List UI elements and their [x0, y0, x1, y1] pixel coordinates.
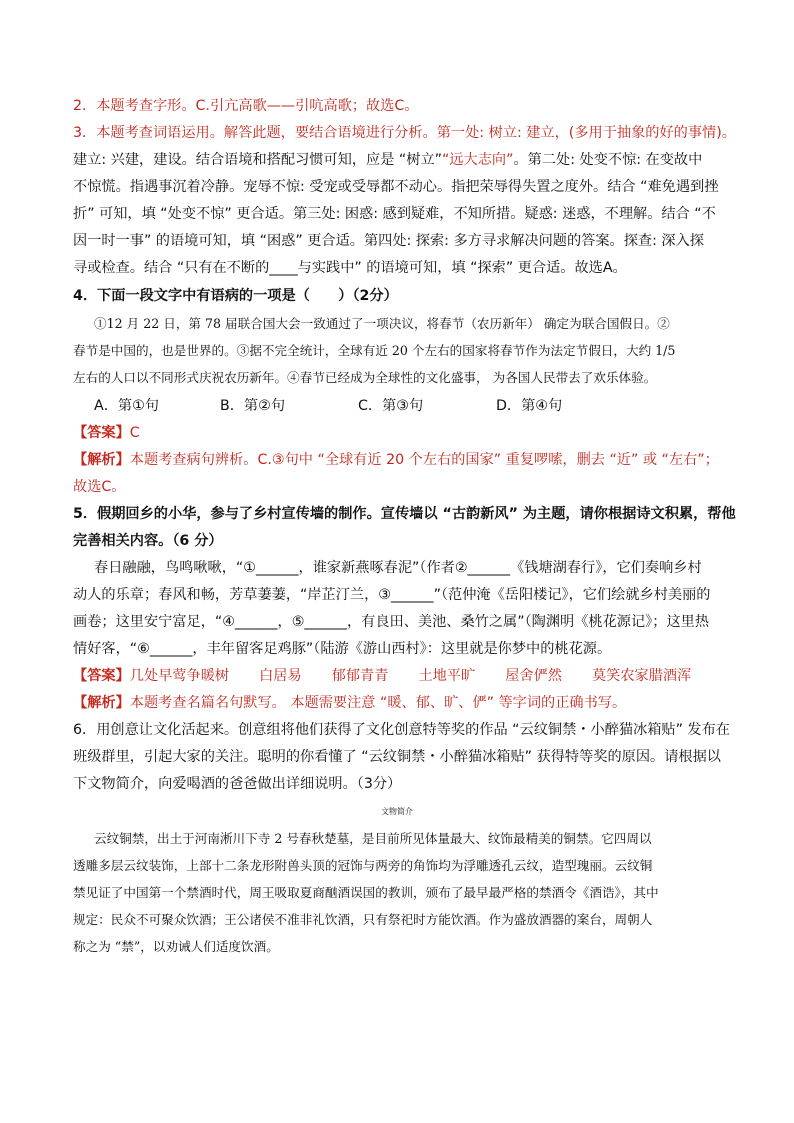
q5-stem-line-1: 5．假期回乡的小华，参与了乡村宣传墙的制作。宣传墙以 “古韵新风” 为主题，请你根据诗文积累，帮他 — [73, 506, 736, 522]
q5-analysis: 【解析】本题考查名篇名句默写。 本题需要注意 “暖、郁、旷、俨” 等字词的正确书写。 — [73, 695, 627, 711]
q6-box-line-5: 称之为 “禁”，以劝诫人们适度饮酒。 — [73, 939, 279, 954]
q5-answer-6: 莫笑农家腊酒浑 — [591, 668, 692, 684]
q5-answer-2: 白居易 — [259, 668, 302, 684]
q3-analysis-line-6: 寻或检查。结合 “只有在不断的____与实践中” 的语境可知，填 “探索” 更合适。故选A。 — [73, 260, 627, 276]
q5-passage-line-1: 春日融融，鸟鸣啾啾，“①______，谁家新燕啄春泥”（作者②______《钱塘湖春行》，它们奏响乡村 — [94, 560, 702, 576]
q4-option-c: C．第③句 — [358, 398, 424, 414]
q5-answer-1: 几处早莺争暖树 — [129, 668, 230, 684]
q6-stem-line-3: 下文物简介，向爱喝酒的爸爸做出详细说明。（3分） — [73, 776, 402, 792]
q6-box-line-1: 云纹铜禁，出土于河南淅川下寺 2 号春秋楚墓，是目前所见体量最大、纹饰最精美的铜禁。它四周以 — [94, 831, 652, 846]
q6-box-title: 文物简介 — [381, 807, 413, 816]
q3-analysis-line-5: 因一时一事” 的语境可知，填 “困惑” 更合适。第四处: 探索: 多方寻求解决问题的答案。探查: 深入探 — [73, 233, 704, 249]
q4-passage-line-2: 春节是中国的，也是世界的。③据不完全统计，全球有近 20 个左右的国家将春节作为法定节假日，大约 1/5 — [73, 343, 676, 358]
q5-answer: 【答案】几处早莺争暖树 白居易 郁郁青青 土地平旷 屋舍俨然 莫笑农家腊酒浑 — [73, 668, 692, 684]
q4-analysis-line-2: 故选C。 — [73, 479, 126, 495]
q4-option-d: D．第④句 — [496, 398, 563, 414]
q6-stem-line-1: 6．用创意让文化活起来。创意组将他们获得了文化创意特等奖的作品 “云纹铜禁・小醉猫冰箱贴” 发布在 — [73, 722, 730, 738]
q4-passage-line-1: ①12 月 22 日，第 78 届联合国大会一致通过了一项决议，将春节（农历新年） 确定为联合国假日。② — [94, 316, 670, 331]
q4-stem: 4．下面一段文字中有语病的一项是（ ）（2分） — [73, 288, 398, 304]
q3-analysis-line-1: 3．本题考查词语运用。解答此题，要结合语境进行分析。第一处: 树立: 建立，(多用于抽象的好的事情)。 — [73, 125, 736, 141]
q6-box-line-3: 禁见证了中国第一个禁酒时代，周王吸取夏商酗酒误国的教训，颁布了最早最严格的禁酒令《酒诰》，其中 — [73, 885, 659, 900]
q6-stem-line-2: 班级群里，引起大家的关注。聪明的你看懂了 “云纹铜禁・小醉猫冰箱贴” 获得特等奖的原因。请根据以 — [73, 749, 721, 765]
q5-passage-line-4: 情好客，“⑥______，丰年留客足鸡豚”（陆游《游山西村》：这里就是你梦中的桃花源。 — [73, 641, 612, 657]
q5-passage-line-2: 动人的乐章；春风和畅，芳草萋萋，“岸芷汀兰，③______”（范仲淹《岳阳楼记》，它们绘就乡村美丽的 — [73, 587, 711, 603]
q3-analysis-line-2: 建立: 兴建，建设。结合语境和搭配习惯可知，应是 “树立”“远大志向”。第二处: 处变不惊: 在变故中 — [73, 152, 703, 168]
q5-answer-4: 土地平旷 — [418, 668, 476, 684]
q5-answer-3: 郁郁青青 — [331, 668, 389, 684]
q6-box-line-4: 规定：民众不可聚众饮酒；王公诸侯不准非礼饮酒，只有祭祀时方能饮酒。作为盛放酒器的案台，周朝人 — [73, 912, 653, 927]
q4-passage-line-3: 左右的人口以不同形式庆祝农历新年。④春节已经成为全球性的文化盛事， 为各国人民带去了欢乐体验。 — [73, 370, 657, 385]
q5-stem-line-2: 完善相关内容。（6 分） — [73, 533, 223, 549]
q5-answer-5: 屋舍俨然 — [505, 668, 562, 684]
q5-passage-line-3: 画卷；这里安宁富足，“④______，⑤______，有良田、美池、桑竹之属”（陶渊明《桃花源记》；这里热 — [73, 614, 710, 630]
q3-analysis-line-3: 不惊慌。指遇事沉着冷静。宠辱不惊: 受宠或受辱都不动心。指把荣辱得失置之度外。结合 “难免遇到挫 — [73, 179, 719, 195]
q4-analysis-line-1: 【解析】本题考查病句辨析。C.③句中 “全球有近 20 个左右的国家” 重复啰嗦，删去 “近” 或 “左右”； — [73, 452, 719, 468]
q4-option-b: B．第②句 — [220, 398, 286, 414]
q6-box-line-2: 透雕多层云纹装饰，上部十二条龙形附兽头顶的冠饰与两旁的角饰均为浮雕透孔云纹，造型瑰丽。云纹铜 — [73, 858, 653, 873]
q4-answer: 【答案】C — [73, 425, 140, 441]
q3-analysis-line-4: 折” 可知，填 “处变不惊” 更合适。第三处: 困惑: 感到疑难，不知所措。疑惑: 迷惑，不理解。结合 “不 — [73, 206, 716, 222]
q4-option-a: A．第①句 — [94, 398, 159, 414]
q4-options — [94, 396, 754, 416]
q2-analysis: 2．本题考查字形。C.引亢高歌——引吭高歌；故选C。 — [73, 98, 419, 114]
